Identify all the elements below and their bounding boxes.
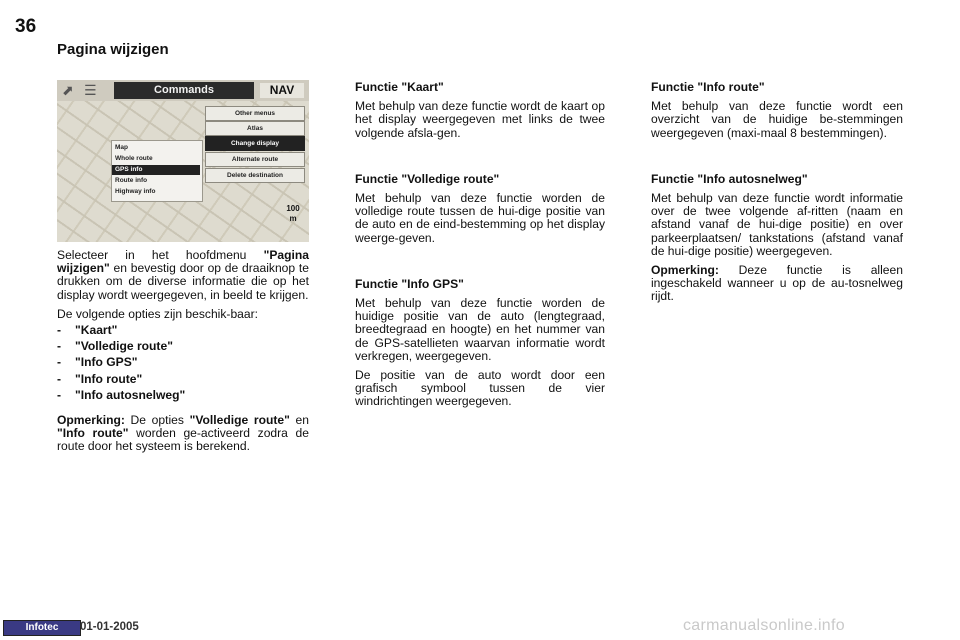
note-paragraph-autosnelweg: Opmerking: Deze functie is alleen ingeschakeld wanneer u op de au-tosnelweg rijdt.: [651, 263, 903, 304]
column-2: [355, 81, 605, 409]
section-text-info-gps: Met behulp van deze functie worden de huidige positie van de auto (lengtegraad, breedtegraad en hoogte) en het nummer van de GPS-satellieten waarvan informatie wordt verkregen, weergegeven.: [355, 296, 605, 363]
infotec-logo: Infotec: [3, 620, 81, 636]
screen-option: Atlas: [205, 121, 305, 136]
compass-icon: ⬈: [62, 82, 74, 98]
screen-header: Commands: [114, 82, 254, 99]
section-text-info-route: Met behulp van deze functie wordt een overzicht van de huidige be-stemmingen weergegeven (maxi-maal 8 bestemmingen).: [651, 99, 903, 140]
watermark: carmanualsonline.info: [683, 617, 845, 634]
option-item: - "Info autosnelweg": [57, 387, 186, 402]
section-heading-info-gps: Functie "Info GPS": [355, 276, 464, 291]
screen-option: Delete destination: [205, 168, 305, 183]
screen-list-item: Whole route: [115, 155, 153, 162]
page-number: 36: [15, 16, 37, 37]
option-item: - "Info route": [57, 371, 143, 386]
map-scale: [281, 204, 305, 228]
note-paragraph: Opmerking: De opties "Volledige route" en "Info route" worden ge-activeerd zodra de route door het systeem is berekend.: [57, 413, 309, 454]
navigation-screen-image: [57, 80, 309, 242]
column-1: [57, 249, 309, 454]
screen-option: Other menus: [205, 106, 305, 121]
section-text-volledige-route: Met behulp van deze functie worden de volledige route tussen de hui-dige positie van de auto en de eind-bestemming op het display weerge-geven.: [355, 191, 605, 245]
section-text-info-autosnelweg: Met behulp van deze functie wordt informatie over de twee volgende af-ritten (naam en afstand vanaf de hui-dige positie) en over parkeerplaatsen/ tankstations (afstand vanaf de hui-dige positie) weergegeven.: [651, 191, 903, 258]
section-heading-kaart: Functie "Kaart": [355, 80, 444, 94]
options-intro: De volgende opties zijn beschik-baar:: [57, 306, 259, 321]
section-heading-volledige-route: Functie "Volledige route": [355, 171, 500, 186]
scale-unit: m: [289, 214, 297, 223]
screen-list-item-selected: GPS info: [112, 165, 200, 175]
section-text-info-gps-2: De positie van de auto wordt door een grafisch symbool tussen de vier windrichtingen weergegeven.: [355, 368, 605, 409]
screen-list-item: Map: [115, 144, 128, 151]
option-item: - "Volledige route": [57, 339, 173, 354]
screen-list-item: Highway info: [115, 188, 156, 195]
intro-paragraph: Selecteer in het hoofdmenu "Pagina wijzigen" en bevestig door op de draaiknop te drukken om de diverse informatie die op het display wordt weergegeven, in beeld te krijgen.: [57, 248, 309, 302]
nav-label: NAV: [260, 83, 304, 98]
screen-option: Alternate route: [205, 152, 305, 167]
screen-list-item: Route info: [115, 177, 148, 184]
page-title: Pagina wijzigen: [57, 41, 169, 58]
screen-option-selected: Change display: [205, 136, 305, 151]
option-item: - "Info GPS": [57, 355, 138, 370]
section-heading-info-route: Functie "Info route": [651, 80, 765, 94]
column-3: [651, 81, 903, 304]
section-text-kaart: Met behulp van deze functie wordt de kaart op het display weergegeven met links de twee volgende afsla-gen.: [355, 99, 605, 140]
footer-date: 01-01-2005: [80, 621, 139, 633]
option-item: - "Kaart": [57, 323, 118, 338]
section-heading-info-autosnelweg: Functie "Info autosnelweg": [651, 171, 808, 186]
scale-value: 100: [286, 204, 300, 213]
menu-icon: ☰: [84, 82, 97, 98]
screen-display-list: [111, 140, 203, 202]
